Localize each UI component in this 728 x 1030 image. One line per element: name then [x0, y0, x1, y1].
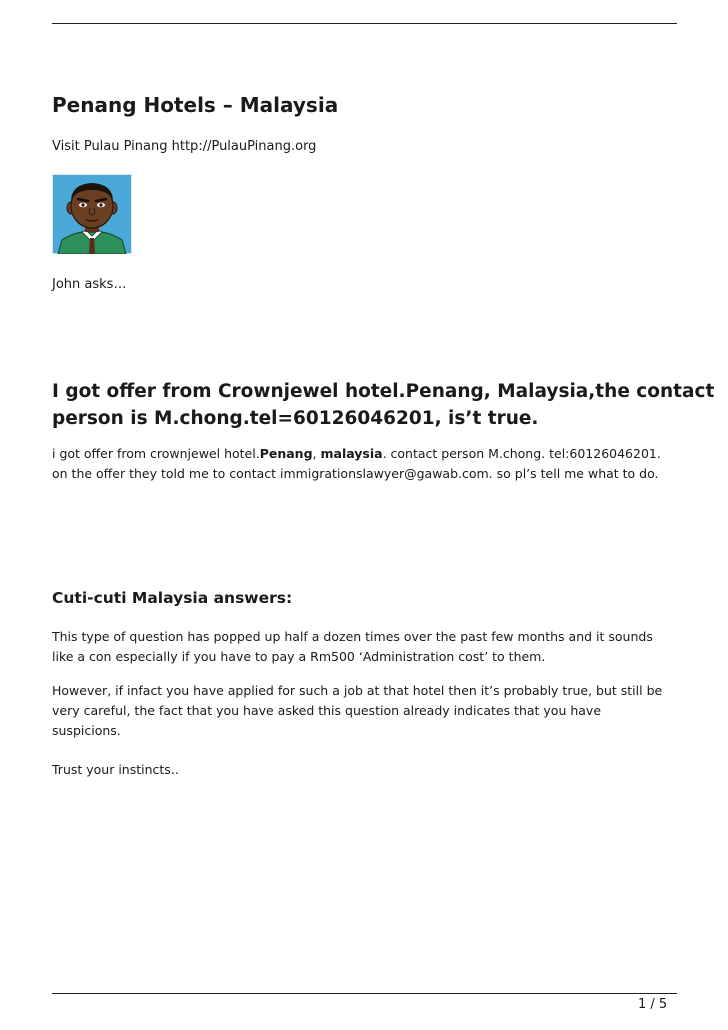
answer-paragraph — [52, 681, 682, 741]
question-body-line: on the offer they told me to contact immigrationslawyer@gawab.com. so pl’s tell me what to do. — [52, 466, 659, 481]
page-subtitle: Visit Pulau Pinang http://PulauPinang.org — [52, 139, 317, 154]
page-title: Penang Hotels – Malaysia — [52, 93, 339, 117]
answer-line: like a con especially if you have to pay a Rm500 ‘Administration cost’ to them. — [52, 649, 546, 664]
question-title-line: I got offer from Crownjewel hotel.Penang, Malaysia,the contact — [52, 381, 715, 402]
header-rule — [52, 23, 677, 24]
avatar — [52, 174, 132, 254]
answer-line: Trust your instincts.. — [52, 762, 179, 777]
answer-paragraph — [52, 627, 682, 667]
footer-rule — [52, 993, 677, 994]
answer-heading: Cuti-cuti Malaysia answers: — [52, 589, 293, 607]
answer-line: suspicions. — [52, 723, 121, 738]
question-body-text: i got offer from crownjewel hotel. — [52, 446, 260, 461]
keyword-malaysia: malaysia — [320, 446, 383, 461]
answer-line: very careful, the fact that you have asked this question already indicates that you have — [52, 703, 602, 718]
question-body — [52, 444, 682, 484]
asker-label: John asks… — [52, 277, 127, 292]
answer-paragraph — [52, 760, 682, 780]
question-body-text: , — [312, 446, 321, 461]
answer-line: This type of question has popped up half a dozen times over the past few months and it sounds — [52, 629, 653, 644]
answer-line: However, if infact you have applied for such a job at that hotel then it’s probably true, but still be — [52, 683, 663, 698]
question-title — [52, 378, 715, 432]
page-number: 1 / 5 — [638, 997, 668, 1012]
question-body-line — [52, 444, 682, 464]
question-body-text: . contact person M.chong. tel:60126046201. — [382, 446, 661, 461]
keyword-penang: Penang — [259, 446, 313, 461]
question-title-line: person is M.chong.tel=60126046201, is’t true. — [52, 408, 539, 429]
